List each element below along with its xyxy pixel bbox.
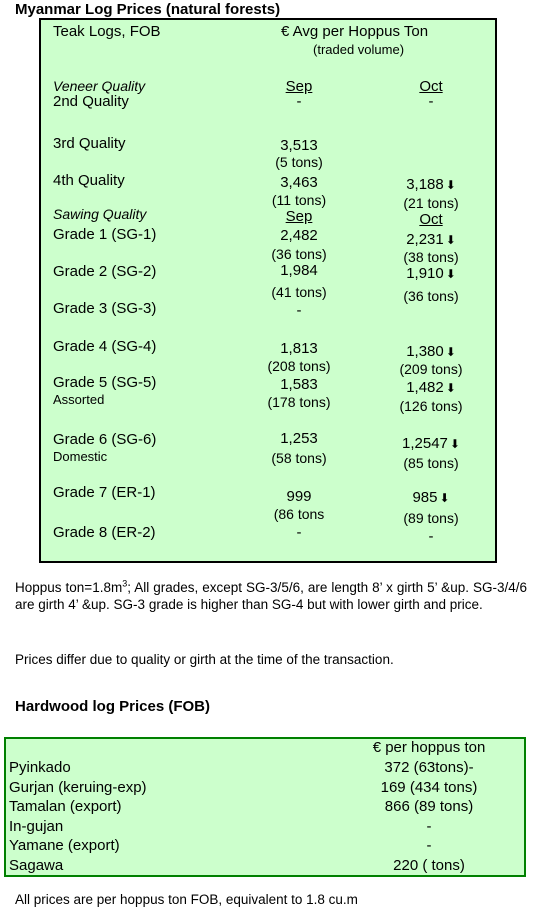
oct-volume: (36 tons): [403, 288, 459, 304]
row-label: Grade 4 (SG-4): [53, 338, 157, 355]
row-sublabel: Domestic: [53, 449, 108, 464]
hardwood-row: [9, 779, 521, 798]
sep-volume: (208 tons): [267, 358, 331, 374]
hardwood-price: -: [426, 837, 432, 855]
hardwood-row: [9, 759, 521, 778]
hoppus-note-a: Hoppus ton=1.8m: [15, 580, 123, 595]
oct-price-cell: [371, 265, 491, 282]
hardwood-species: Yamane (export): [9, 837, 120, 855]
sep-volume: (36 tons): [271, 246, 327, 262]
row-label: Grade 8 (ER-2): [53, 524, 156, 541]
row-label: Grade 5 (SG-5): [53, 374, 157, 391]
hardwood-row: [9, 798, 521, 817]
sep-volume: (178 tons): [267, 394, 331, 410]
row-label: Grade 7 (ER-1): [53, 484, 156, 501]
sawing-quality-heading: Sawing Quality: [53, 206, 147, 222]
sep-price: 1,984: [280, 262, 318, 279]
sep-price: 1,813: [280, 340, 318, 357]
sep-price: 1,253: [280, 430, 318, 447]
header-unit: € Avg per Hoppus Ton: [281, 23, 429, 40]
sep-price: -: [296, 524, 302, 541]
sep-price: -: [296, 93, 302, 110]
oct-price: 1,910: [406, 265, 444, 282]
row-label: 2nd Quality: [53, 93, 129, 110]
sep-volume: (86 tons: [273, 506, 325, 522]
oct-volume: (38 tons): [403, 249, 459, 265]
header-teak-logs-fob: Teak Logs, FOB: [53, 23, 161, 40]
oct-price-cell: [371, 435, 491, 452]
sep-volume: (11 tons): [271, 192, 327, 208]
sep-volume: (58 tons): [271, 450, 327, 466]
oct-price: -: [428, 93, 434, 110]
down-arrow-icon: ⬇: [445, 381, 456, 395]
sep-price: 999: [286, 488, 312, 505]
hoppus-note-b: ; All grades, except SG-3/5/6, are length 8’ x girth 5’ &up. SG-3/4/6 are girth 4’ &up. SG-3 grade is higher than SG-4 but with lower girth and price.: [15, 580, 527, 612]
oct-price-cell: [371, 343, 491, 360]
oct-volume: (126 tons): [399, 398, 463, 414]
down-arrow-icon: ⬇: [439, 491, 450, 505]
oct-price-cell: [371, 379, 491, 396]
oct-price: 1,482: [406, 379, 444, 396]
oct-price-cell: [371, 489, 491, 506]
hoppus-note: [15, 579, 527, 613]
hardwood-row: [9, 837, 521, 856]
teak-log-prices-table: [39, 18, 497, 563]
myanmar-log-prices-title: Myanmar Log Prices (natural forests): [15, 1, 281, 18]
hardwood-price: 169 (434 tons): [380, 778, 478, 796]
sep-price: 3,513: [280, 137, 318, 154]
down-arrow-icon: ⬇: [445, 178, 456, 192]
hardwood-price: 372 (63tons)-: [384, 759, 474, 776]
hardwood-price: -: [426, 817, 432, 835]
hardwood-row: [9, 857, 521, 876]
col-header-sep-2: Sep: [285, 208, 313, 225]
oct-price: 985: [412, 489, 438, 506]
row-sublabel: Assorted: [53, 392, 105, 407]
down-arrow-icon: ⬇: [449, 437, 460, 451]
sep-price: 2,482: [280, 227, 318, 244]
row-label: 4th Quality: [53, 172, 125, 189]
prices-differ-note: Prices differ due to quality or girth at the time of the transaction.: [15, 652, 394, 667]
hardwood-header-row: [9, 739, 521, 758]
hardwood-log-prices-title: Hardwood log Prices (FOB): [15, 698, 211, 715]
header-sub: (traded volume): [313, 42, 405, 57]
row-label: Grade 6 (SG-6): [53, 431, 157, 448]
hardwood-species: Gurjan (keruing-exp): [9, 778, 147, 796]
oct-price-cell: [371, 231, 491, 248]
oct-volume: (21 tons): [403, 195, 459, 211]
down-arrow-icon: ⬇: [445, 267, 456, 281]
veneer-quality-heading: Veneer Quality: [53, 78, 146, 94]
oct-price-cell: [371, 93, 491, 110]
col-header-oct-2: Oct: [419, 211, 443, 228]
hoppus-note-sup: 3: [122, 578, 128, 589]
col-header-oct: Oct: [419, 78, 443, 95]
oct-price: 1,2547: [402, 435, 448, 452]
hardwood-species: Sagawa: [9, 857, 64, 874]
oct-volume: (89 tons): [403, 510, 459, 526]
hardwood-row: [9, 818, 521, 837]
hardwood-prices-table: [4, 737, 526, 877]
hardwood-species: Pyinkado: [9, 759, 71, 776]
oct-price-cell: [371, 528, 491, 545]
hardwood-price: 220 ( tons): [393, 857, 465, 874]
hardwood-col-header: € per hoppus ton: [372, 739, 486, 756]
oct-price: 3,188: [406, 176, 444, 193]
col-header-sep: Sep: [285, 78, 313, 95]
oct-volume: (85 tons): [403, 455, 459, 471]
hardwood-species: In-gujan: [9, 817, 64, 835]
oct-price: -: [428, 528, 434, 545]
oct-price: 2,231: [406, 231, 444, 248]
sep-price: 1,583: [280, 376, 318, 393]
oct-volume: (209 tons): [399, 361, 463, 377]
oct-price-cell: [371, 176, 491, 193]
footer-note: All prices are per hoppus ton FOB, equivalent to 1.8 cu.m: [15, 892, 358, 907]
hardwood-price: 866 (89 tons): [384, 798, 474, 816]
sep-volume: (5 tons): [275, 154, 323, 170]
sep-price: -: [296, 302, 302, 319]
row-label: Grade 3 (SG-3): [53, 300, 157, 317]
hardwood-species: Tamalan (export): [9, 798, 122, 816]
row-label: Grade 2 (SG-2): [53, 263, 157, 280]
row-label: 3rd Quality: [53, 135, 126, 152]
sep-volume: (41 tons): [271, 284, 327, 300]
sep-price: 3,463: [280, 174, 318, 191]
down-arrow-icon: ⬇: [445, 345, 456, 359]
down-arrow-icon: ⬇: [445, 233, 456, 247]
row-label: Grade 1 (SG-1): [53, 226, 157, 243]
oct-price: 1,380: [406, 343, 444, 360]
